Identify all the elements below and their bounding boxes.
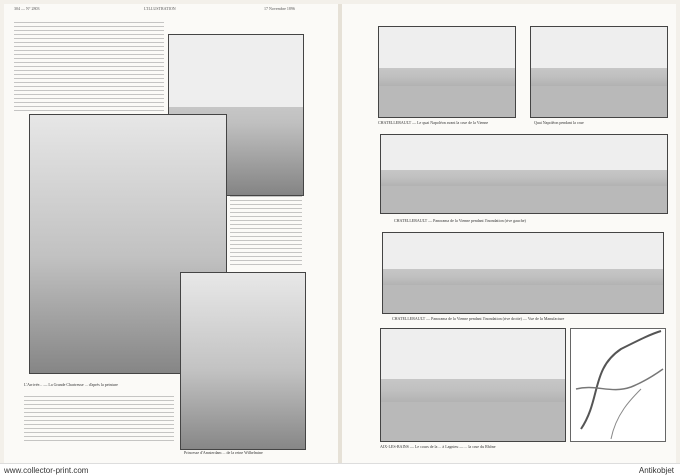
woman-drawing-caption: L'Arrivée... — La Grande Chartreuse ... d'après la peinture [24, 382, 118, 387]
quai-during-caption: Quai Napoléon pendant la crue [534, 120, 584, 125]
left-page-number: 304 — N° 2803 [14, 6, 40, 11]
footer-bar [0, 463, 680, 476]
chatellerault-caption-3: CHATELLERAULT — Panorama de la Vienne pendant l'inondation (rive droite) — Vue de la Manufacture [392, 316, 565, 321]
chatellerault-caption-2: CHATELLERAULT — Panorama de la Vienne pendant l'inondation (rive gauche) [394, 218, 526, 223]
chatellerault-caption-1: CHATELLERAULT — Le quai Napoléon avant la crue de la Vienne [378, 120, 489, 125]
right-page [342, 4, 676, 464]
left-header-date: 17 Novembre 1896 [264, 6, 295, 11]
quai-during-flood-photo [530, 26, 668, 118]
lower-text-block [24, 396, 174, 444]
chatellerault-quai-before-photo [378, 26, 516, 118]
flood-map [570, 328, 666, 442]
portrait-photo [180, 272, 306, 450]
portrait-caption: Princesse d'Amsterdam ... de la reine Wilhelmine [184, 450, 263, 455]
chatellerault-panorama-right-bank [382, 232, 664, 314]
footer-website[interactable]: www.collector-print.com [4, 466, 89, 475]
article-text-block [14, 22, 164, 114]
footer-watermark: Antikobjet [638, 466, 674, 475]
left-header-title: L'ILLUSTRATION [144, 6, 176, 11]
side-text-block [230, 196, 302, 266]
flood-river-photo [380, 328, 566, 442]
chatellerault-panorama-left-bank [380, 134, 668, 214]
left-page [4, 4, 338, 464]
bottom-caption: AIX-LES-BAINS — Le cours de la ... à Lagnieu — ... la crue du Rhône [380, 444, 496, 449]
